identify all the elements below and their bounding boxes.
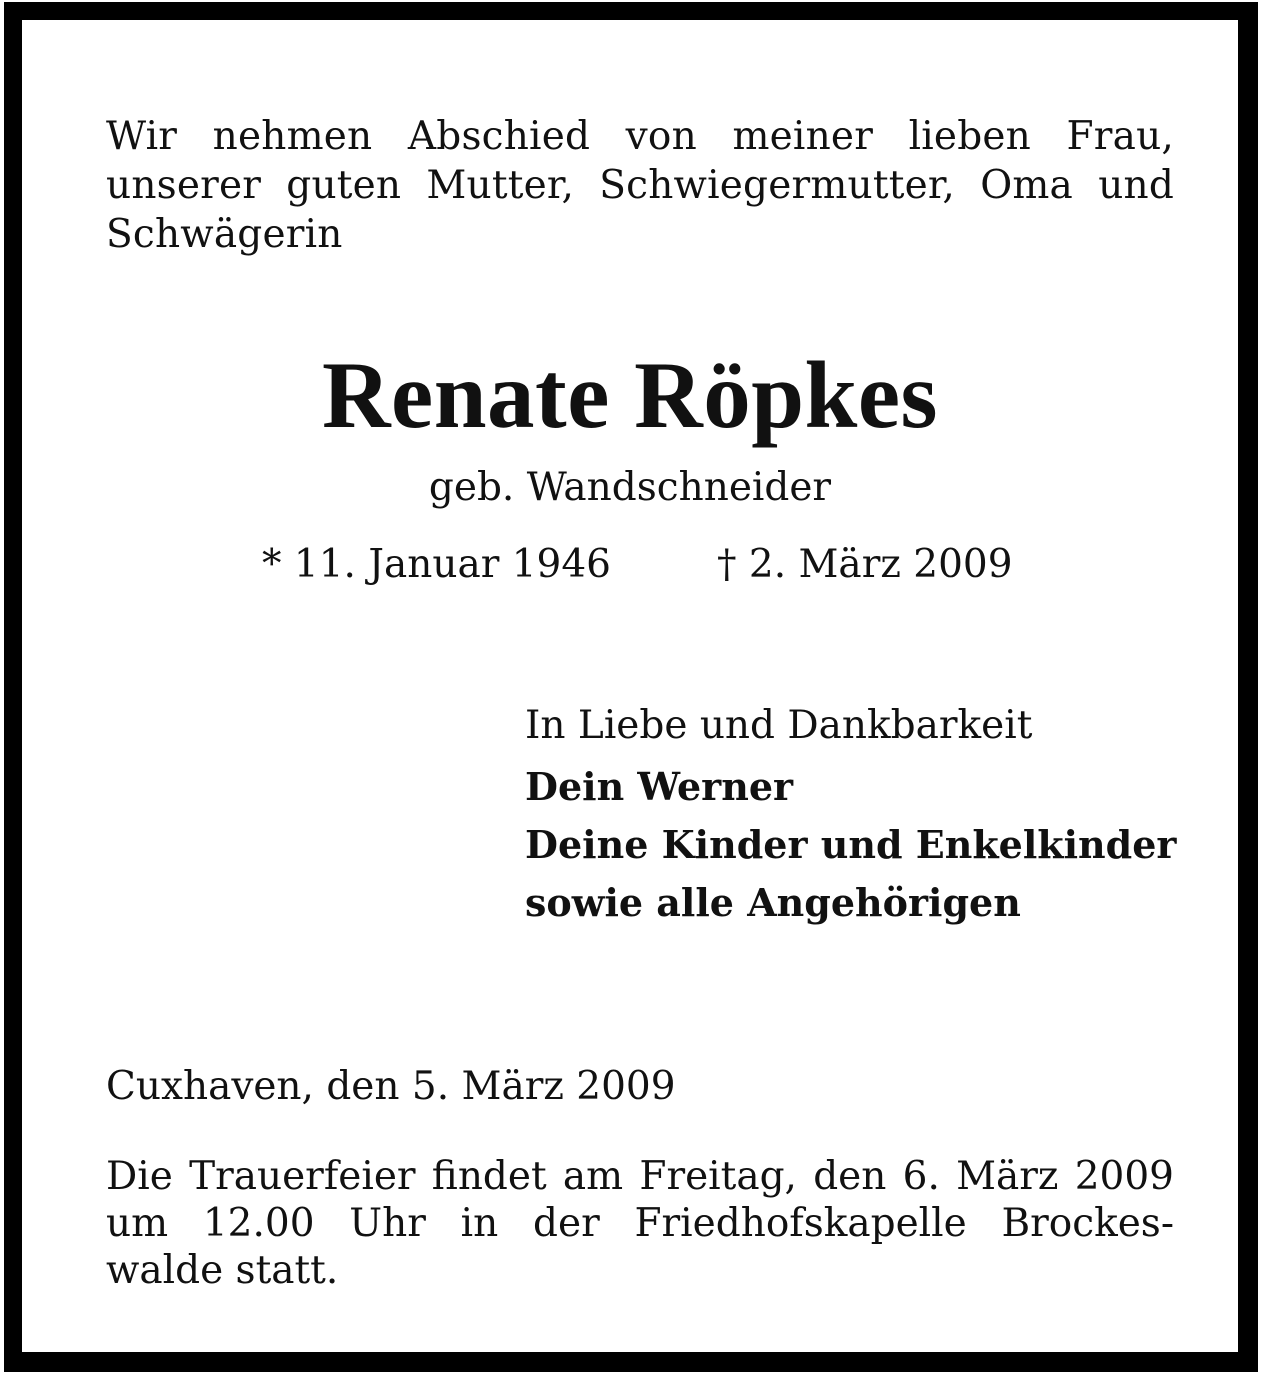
mourners-block (525, 700, 1185, 932)
service-line: um 12.00 Uhr in der Friedhofskapelle Brockes- (106, 1201, 1174, 1246)
birth-date: * 11. Januar 1946 (262, 542, 611, 587)
intro-line: Wir nehmen Abschied von meiner lieben Frau, (106, 114, 1174, 159)
intro-line: Schwägerin (106, 212, 343, 257)
death-date: † 2. März 2009 (717, 542, 1013, 587)
service-line: walde statt. (106, 1248, 339, 1293)
mourner-line: sowie alle Angehörigen (525, 880, 1021, 925)
intro-line: unserer guten Mutter, Schwiegermutter, Oma und (106, 163, 1174, 208)
intro-text (106, 112, 1174, 259)
mourner-line: Deine Kinder und Enkelkinder (525, 822, 1177, 867)
mourner-line: Dein Werner (525, 764, 794, 809)
mourners-lead: In Liebe und Dankbarkeit (525, 703, 1033, 748)
deceased-name: Renate Röpkes (321, 342, 939, 448)
service-line: Die Trauerfeier findet am Freitag, den 6. März 2009 (106, 1154, 1174, 1199)
place-date: Cuxhaven, den 5. März 2009 (106, 1064, 676, 1109)
funeral-service-text (106, 1153, 1174, 1294)
obituary-notice (4, 2, 1258, 1372)
maiden-name: geb. Wandschneider (428, 465, 832, 510)
